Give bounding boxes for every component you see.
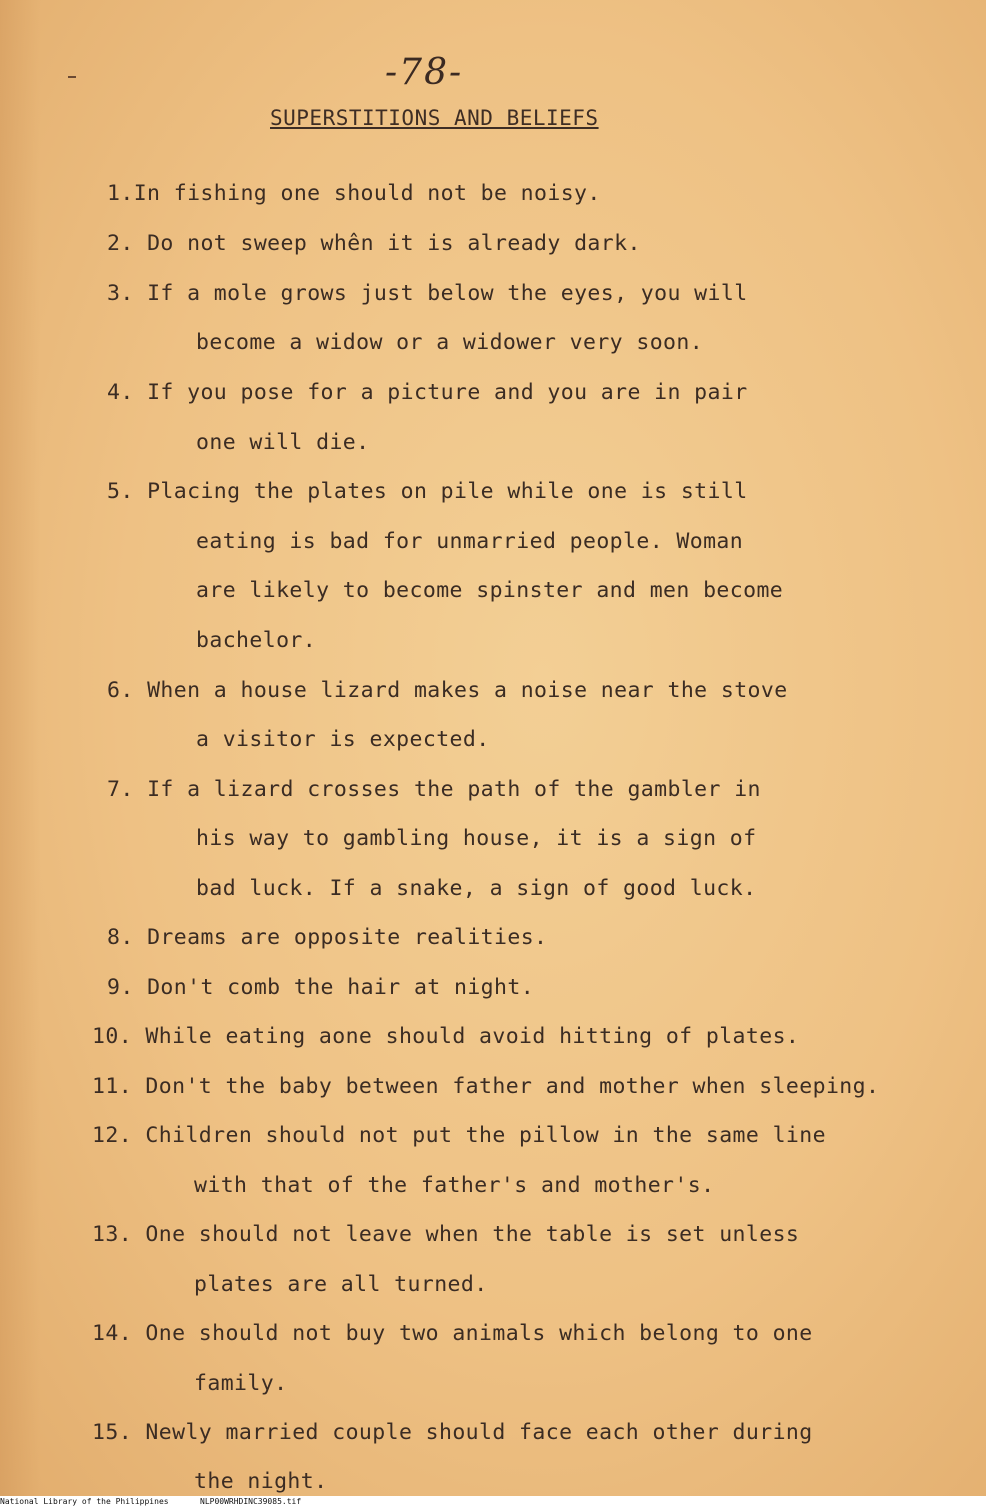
list-item-line-continued: are likely to become spinster and men become (196, 578, 784, 603)
list-item-line (92, 1222, 799, 1247)
list-item-line-continued: become a widow or a widower very soon. (196, 330, 704, 355)
list-item-line (107, 479, 748, 504)
list-item-line (92, 1420, 813, 1445)
list-item-line-continued: bachelor. (196, 628, 317, 653)
list-item-line (92, 1024, 799, 1049)
footer-file-id: NLP00WRHDINC39085.tif (200, 1497, 302, 1506)
item-number: 8. (107, 925, 134, 950)
item-text: Newly married couple should face each other during (145, 1420, 813, 1445)
list-item-line (107, 975, 534, 1000)
item-number: 6. (107, 678, 134, 703)
list-item-line (107, 925, 547, 950)
list-item-line (107, 380, 748, 405)
item-number: 11. (92, 1074, 133, 1099)
page-edge-shading (0, 0, 40, 1496)
item-number: 5. (107, 479, 134, 504)
list-item-line-continued: with that of the father's and mother's. (194, 1173, 715, 1198)
list-item-line (92, 1074, 879, 1099)
list-item-line-continued: his way to gambling house, it is a sign of (196, 826, 757, 851)
list-item-line (107, 281, 748, 306)
item-text: Children should not put the pillow in the same line (145, 1123, 826, 1148)
list-item-line-continued: a visitor is expected. (196, 727, 490, 752)
item-text: One should not buy two animals which belong to one (145, 1321, 813, 1346)
item-number: 15. (92, 1420, 133, 1445)
item-number: 7. (107, 777, 134, 802)
footer-institution: National Library of the Philippines (0, 1497, 169, 1506)
item-text: If you pose for a picture and you are in pair (147, 380, 748, 405)
list-item-line-continued: family. (194, 1371, 288, 1396)
list-item-line (92, 1123, 826, 1148)
document-title: SUPERSTITIONS AND BELIEFS (270, 106, 599, 130)
scan-footer (0, 1496, 986, 1508)
list-item-line (107, 181, 601, 206)
list-item-line (107, 777, 761, 802)
item-number: 10. (92, 1024, 133, 1049)
item-number: 12. (92, 1123, 133, 1148)
item-text: If a lizard crosses the path of the gambler in (147, 777, 761, 802)
list-item-line-continued: plates are all turned. (194, 1272, 488, 1297)
list-item-line (107, 231, 641, 256)
item-number: 1. (107, 181, 134, 206)
item-text: Do not sweep whên it is already dark. (147, 231, 641, 256)
item-number: 3. (107, 281, 134, 306)
list-item-line (107, 678, 788, 703)
list-item-line-continued: one will die. (196, 430, 370, 455)
item-text: Dreams are opposite realities. (147, 925, 548, 950)
item-text: One should not leave when the table is set unless (145, 1222, 800, 1247)
item-number: 13. (92, 1222, 133, 1247)
item-text: If a mole grows just below the eyes, you will (147, 281, 748, 306)
list-item-line-continued: bad luck. If a snake, a sign of good luck. (196, 876, 757, 901)
list-item-line-continued: the night. (194, 1469, 328, 1494)
page-number: -78- (385, 52, 464, 93)
item-text: In fishing one should not be noisy. (133, 181, 601, 206)
item-number: 14. (92, 1321, 133, 1346)
item-number: 9. (107, 975, 134, 1000)
ink-mark (68, 76, 76, 78)
item-text: Don't the baby between father and mother when sleeping. (145, 1074, 880, 1099)
item-text: Placing the plates on pile while one is still (147, 479, 748, 504)
item-text: Don't comb the hair at night. (147, 975, 535, 1000)
item-text: While eating aone should avoid hitting of plates. (145, 1024, 800, 1049)
item-number: 2. (107, 231, 134, 256)
item-text: When a house lizard makes a noise near the stove (147, 678, 788, 703)
item-number: 4. (107, 380, 134, 405)
list-item-line-continued: eating is bad for unmarried people. Woman (196, 529, 744, 554)
list-item-line (92, 1321, 813, 1346)
